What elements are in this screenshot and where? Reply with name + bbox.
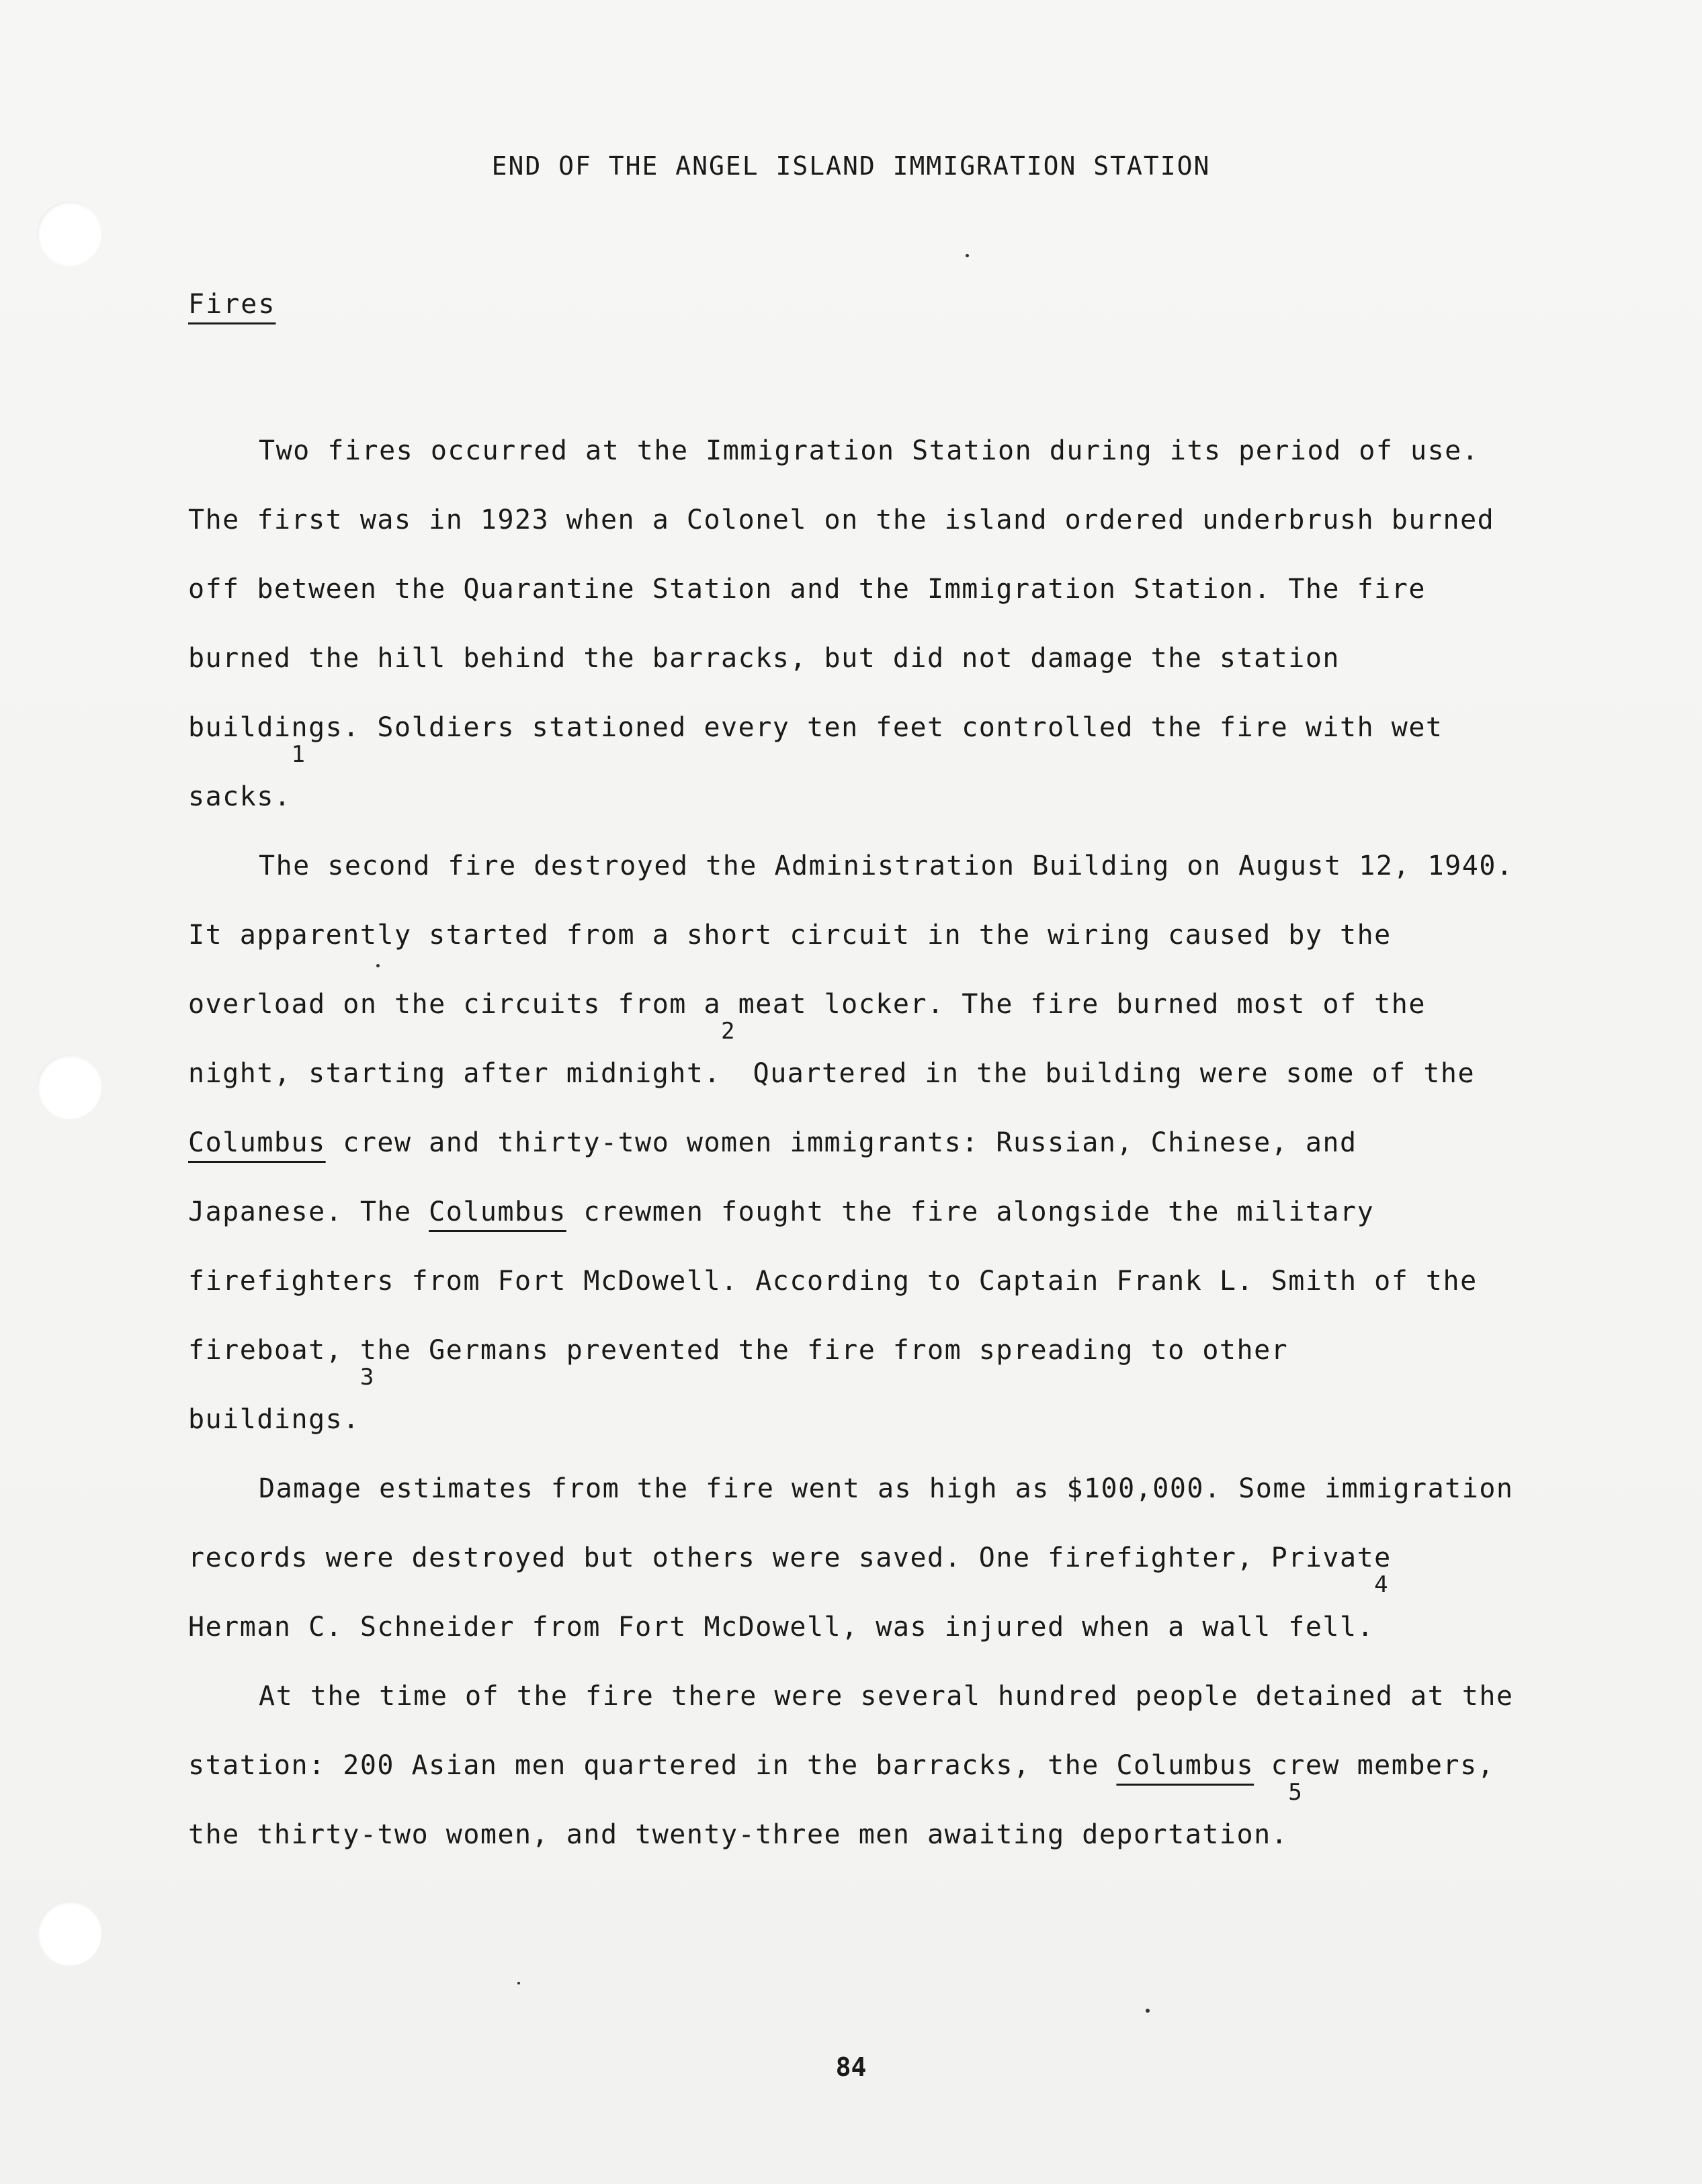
text-line: firefighters from Fort McDowell. According to Captain Frank L. Smith of the	[188, 1266, 1478, 1297]
body-text	[188, 417, 1552, 1870]
text-line: Damage estimates from the fire went as high as $100,000. Some immigration	[259, 1473, 1514, 1504]
text-line	[188, 1108, 1552, 1178]
ship-name-columbus: Columbus	[1116, 1750, 1254, 1781]
text-fragment: buildings.	[188, 1404, 360, 1435]
footnote-ref-2: 2	[721, 1018, 736, 1045]
speck	[517, 1982, 520, 1984]
ship-name-columbus: Columbus	[429, 1196, 566, 1227]
text-line: records were destroyed but others were saved. One firefighter, Private	[188, 1542, 1392, 1573]
text-line: fireboat, the Germans prevented the fire from spreading to other	[188, 1335, 1289, 1366]
footnote-ref-3: 3	[359, 1364, 375, 1391]
section-heading: Fires	[188, 289, 276, 320]
text-line	[188, 1731, 1552, 1800]
text-fragment: crew and thirty-two women immigrants: Russian, Chinese, and	[325, 1127, 1357, 1158]
paragraph-3	[188, 1454, 1552, 1662]
text-fragment: Herman C. Schneider from Fort McDowell, was injured when a wall fell.	[188, 1612, 1375, 1643]
text-line: At the time of the fire there were several hundred people detained at the	[259, 1681, 1514, 1712]
punch-hole-bottom	[37, 1901, 101, 1966]
text-fragment: Quartered in the building were some of the	[736, 1058, 1476, 1089]
punch-hole-top	[37, 202, 101, 266]
page-number: 84	[835, 2052, 867, 2082]
paragraph-4	[188, 1662, 1552, 1870]
text-line: burned the hill behind the barracks, but did not damage the station	[188, 643, 1340, 674]
text-line	[188, 1018, 1552, 1108]
text-fragment: crewmen fought the fire alongside the military	[566, 1196, 1375, 1227]
text-fragment: sacks.	[188, 781, 292, 812]
text-line: off between the Quarantine Station and the Immigration Station. The fire	[188, 574, 1426, 605]
text-fragment: crew members,	[1254, 1750, 1495, 1781]
punch-hole-middle	[37, 1055, 101, 1119]
paragraph-1	[188, 417, 1552, 832]
speck	[1146, 2009, 1150, 2013]
paragraph-2	[188, 832, 1552, 1454]
text-fragment: the thirty-two women, and twenty-three men awaiting deportation.	[188, 1819, 1289, 1850]
text-line	[188, 1364, 1552, 1454]
text-line: The second fire destroyed the Administration Building on August 12, 1940.	[259, 850, 1514, 881]
text-line: It apparently started from a short circuit in the wiring caused by the	[188, 920, 1392, 951]
text-line	[188, 1571, 1552, 1662]
text-fragment: Japanese. The	[188, 1196, 429, 1227]
ship-name-columbus: Columbus	[188, 1127, 326, 1158]
text-line: overload on the circuits from a meat locker. The fire burned most of the	[188, 989, 1426, 1020]
text-line: Two fires occurred at the Immigration Station during its period of use.	[259, 435, 1480, 466]
footnote-ref-4: 4	[1374, 1571, 1390, 1598]
text-line: The first was in 1923 when a Colonel on the island ordered underbrush burned	[188, 505, 1495, 535]
text-line	[188, 741, 1552, 832]
text-fragment: night, starting after midnight.	[188, 1058, 722, 1089]
speck	[966, 254, 969, 257]
text-line	[188, 1779, 1552, 1870]
text-line	[188, 1178, 1552, 1247]
footnote-ref-5: 5	[1288, 1779, 1304, 1806]
text-line: buildings. Soldiers stationed every ten feet controlled the fire with wet	[188, 712, 1443, 743]
footnote-ref-1: 1	[291, 741, 306, 768]
page-title: END OF THE ANGEL ISLAND IMMIGRATION STATION	[491, 151, 1211, 181]
text-fragment: station: 200 Asian men quartered in the barracks, the	[188, 1750, 1117, 1781]
